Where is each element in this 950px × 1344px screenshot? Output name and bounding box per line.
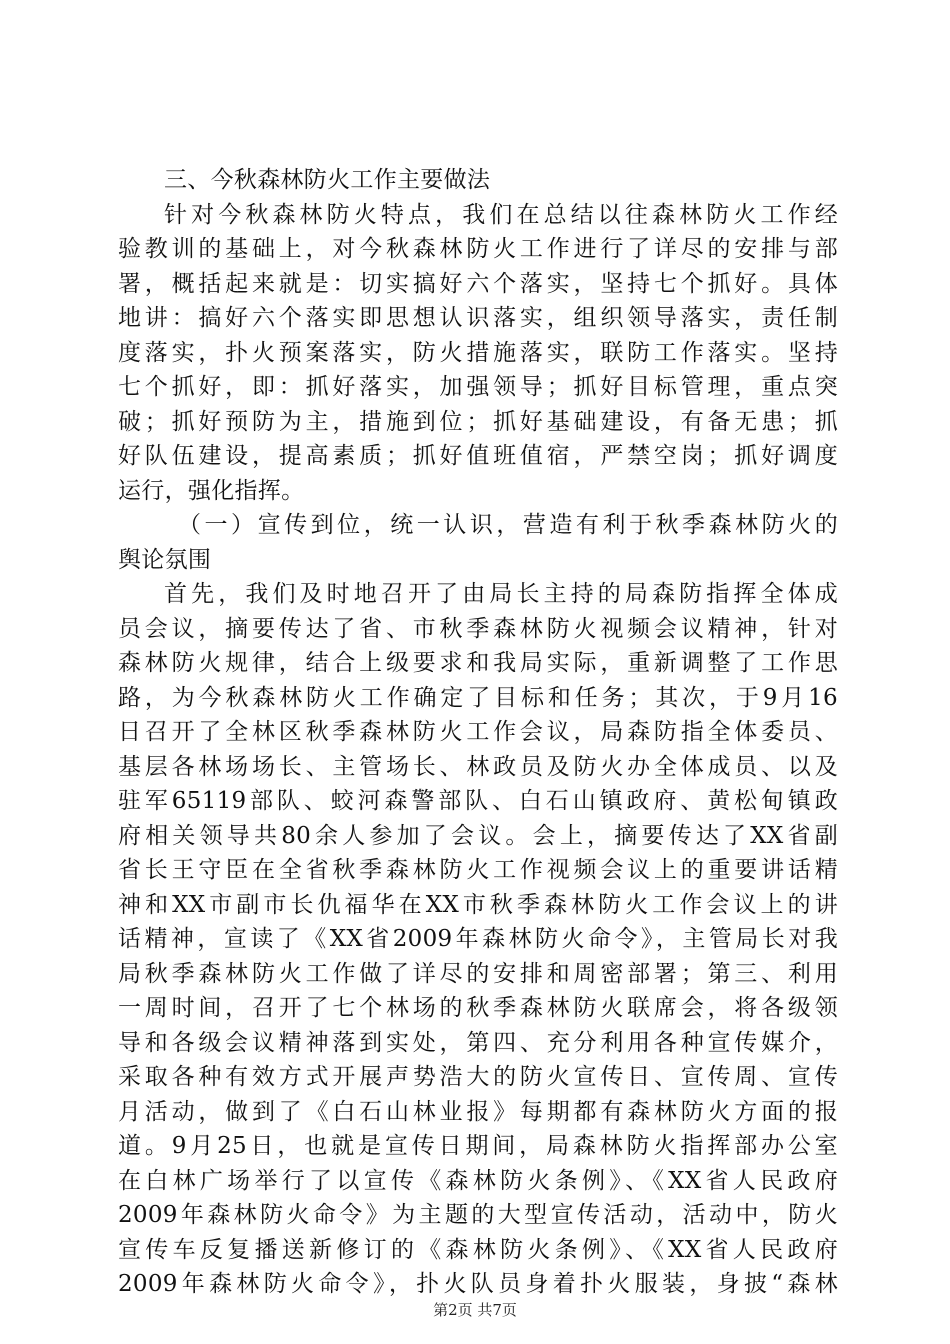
paragraph-line: 首先，我们及时地召开了由局长主持的局森防指挥全体成: [164, 581, 838, 607]
paragraph-line: 署，概括起来就是：切实搞好六个落实，坚持七个抓好。具体: [118, 270, 838, 297]
paragraph-line: 道。9月25日，也就是宣传日期间，局森林防火指挥部办公室: [118, 1133, 838, 1159]
paragraph-line: 好队伍建设，提高素质；抓好值班值宿，严禁空岗；抓好调度: [118, 443, 838, 469]
paragraph-2: [118, 577, 838, 1302]
paragraph-line: 验教训的基础上，对今秋森林防火工作进行了详尽的安排与部: [118, 236, 838, 262]
paragraph-line: 驻军65119部队、蛟河森警部队、白石山镇政府、黄松甸镇政: [118, 788, 838, 814]
document-body: [118, 163, 838, 1302]
section-heading: 三、今秋森林防火工作主要做法: [164, 167, 491, 193]
page-indicator: 第2页 共7页: [433, 1301, 517, 1319]
subheading-line: （一）宣传到位，统一认识，营造有利于秋季森林防火的: [178, 512, 838, 538]
paragraph-line: 府相关领导共80余人参加了会议。会上，摘要传达了XX省副: [118, 822, 838, 849]
paragraph-line: 日召开了全林区秋季森林防火工作会议，局森防指全体委员、: [118, 719, 838, 745]
paragraph-line: 宣传车反复播送新修订的《森林防火条例》、《XX省人民政府: [118, 1236, 838, 1263]
paragraph-1: [118, 198, 838, 509]
paragraph-line: 采取各种有效方式开展声势浩大的防火宣传日、宣传周、宣传: [118, 1064, 838, 1090]
paragraph-line: 省长王守臣在全省秋季森林防火工作视频会议上的重要讲话精: [118, 857, 838, 883]
subheading: [118, 508, 838, 577]
paragraph-line: 员会议，摘要传达了省、市秋季森林防火视频会议精神，针对: [118, 615, 838, 642]
paragraph-line: 地讲：搞好六个落实即思想认识落实，组织领导落实，责任制: [118, 305, 838, 331]
paragraph-line: 针对今秋森林防火特点，我们在总结以往森林防火工作经: [164, 201, 838, 228]
paragraph-line: 路，为今秋森林防火工作确定了目标和任务；其次，于9月16: [118, 684, 838, 711]
subheading-line: 舆论氛围: [118, 546, 212, 573]
paragraph-line: 七个抓好，即：抓好落实，加强领导；抓好目标管理，重点突: [118, 374, 838, 400]
paragraph-line: 破；抓好预防为主，措施到位；抓好基础建设，有备无患；抓: [118, 408, 838, 435]
paragraph-line: 局秋季森林防火工作做了详尽的安排和周密部署；第三、利用: [118, 960, 838, 987]
paragraph-line: 度落实，扑火预案落实，防火措施落实，联防工作落实。坚持: [118, 339, 838, 366]
paragraph-line: 话精神，宣读了《XX省2009年森林防火命令》，主管局长对我: [118, 926, 838, 952]
paragraph-line: 运行，强化指挥。: [118, 477, 305, 504]
paragraph-line: 森林防火规律，结合上级要求和我局实际，重新调整了工作思: [118, 650, 838, 676]
paragraph-line: 一周时间，召开了七个林场的秋季森林防火联席会，将各级领: [118, 995, 838, 1021]
paragraph-line: 基层各林场场长、主管场长、林政员及防火办全体成员、以及: [118, 753, 838, 780]
paragraph-line: 月活动，做到了《白石山林业报》每期都有森林防火方面的报: [118, 1098, 838, 1125]
paragraph-line: 2009年森林防火命令》为主题的大型宣传活动，活动中，防火: [118, 1202, 838, 1228]
paragraph-line: 2009年森林防火命令》，扑火队员身着扑火服装，身披“森林: [118, 1271, 838, 1297]
paragraph-line: 神和XX市副市长仇福华在XX市秋季森林防火工作会议上的讲: [118, 891, 838, 918]
paragraph-line: 导和各级会议精神落到实处，第四、充分利用各种宣传媒介，: [118, 1029, 838, 1056]
paragraph-line: 在白林广场举行了以宣传《森林防火条例》、《XX省人民政府: [118, 1167, 838, 1194]
